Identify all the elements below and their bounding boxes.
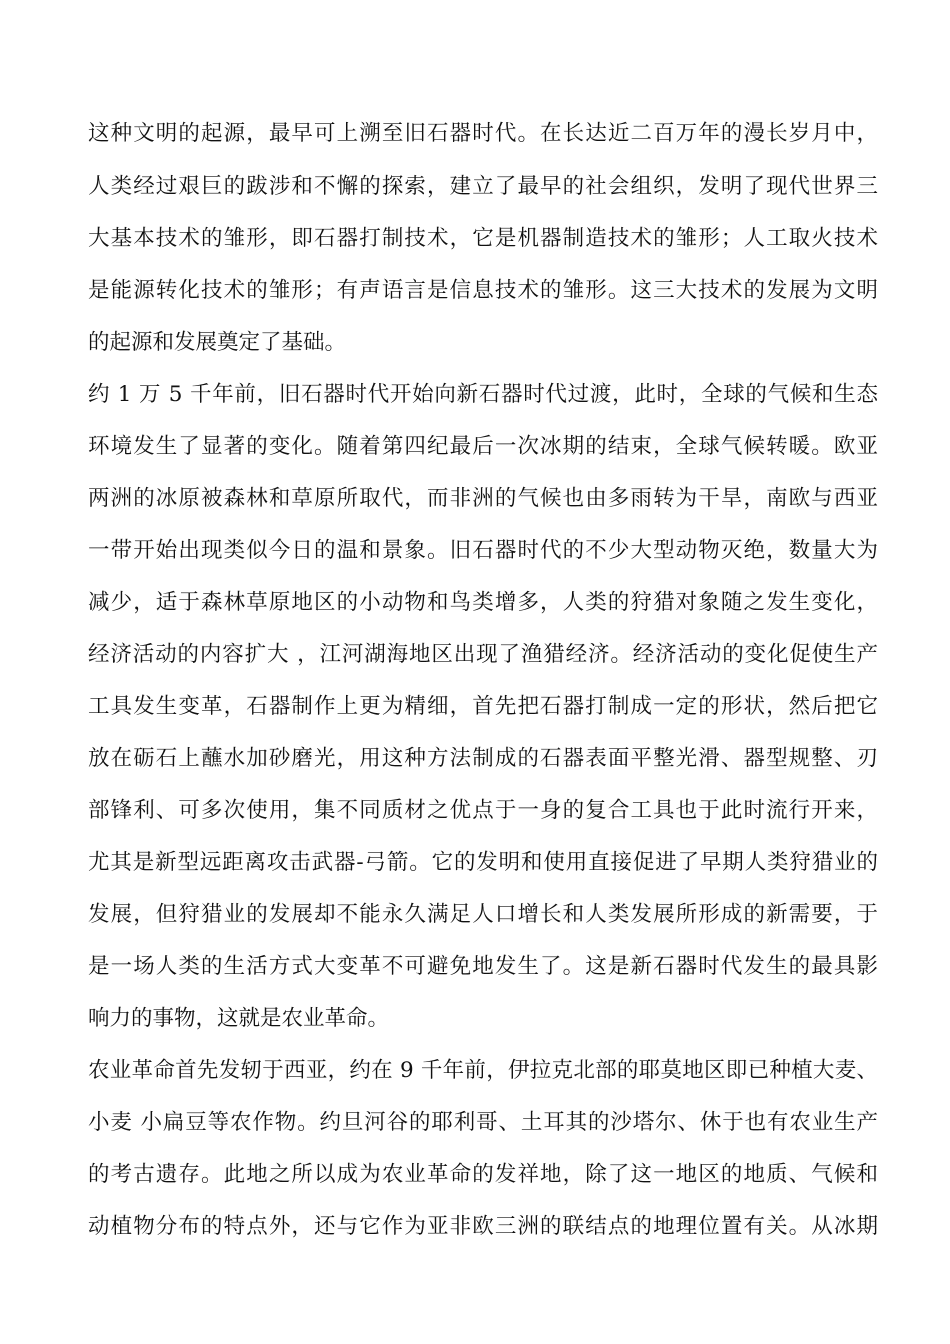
text-line: 这种文明的起源，最早可上溯至旧石器时代。在长达近二百万年的漫长岁月中， xyxy=(88,121,878,146)
text-line: 人类经过艰巨的跋涉和不懈的探索，建立了最早的社会组织，发明了现代世界三 xyxy=(88,174,878,199)
text-line: 一带开始出现类似今日的温和景象。旧石器时代的不少大型动物灭绝，数量大为 xyxy=(88,538,878,563)
text-line: 减少，适于森林草原地区的小动物和鸟类增多，人类的狩猎对象随之发生变化， xyxy=(88,590,878,615)
text-line: 的起源和发展奠定了基础。 xyxy=(88,330,347,355)
text-line: 环境发生了显著的变化。随着第四纪最后一次冰期的结束，全球气候转暖。欧亚 xyxy=(88,434,878,459)
text-line: 发展，但狩猎业的发展却不能永久满足人口增长和人类发展所形成的新需要，于 xyxy=(88,902,878,927)
text-line: 农业革命首先发轫于西亚，约在 9 千年前，伊拉克北部的耶莫地区即已种植大麦、 xyxy=(88,1058,878,1083)
text-line: 尤其是新型远距离攻击武器-弓箭。它的发明和使用直接促进了早期人类狩猎业的 xyxy=(88,850,878,875)
text-line: 经济活动的内容扩大 ，江河湖海地区出现了渔猎经济。经济活动的变化促使生产 xyxy=(88,642,878,667)
text-line: 响力的事物，这就是农业革命。 xyxy=(88,1006,390,1031)
text-line: 两洲的冰原被森林和草原所取代，而非洲的气候也由多雨转为干旱，南欧与西亚 xyxy=(88,486,878,511)
text-line: 是一场人类的生活方式大变革不可避免地发生了。这是新石器时代发生的最具影 xyxy=(88,954,878,979)
text-line: 大基本技术的雏形，即石器打制技术，它是机器制造技术的雏形；人工取火技术 xyxy=(88,226,878,251)
text-line: 部锋利、可多次使用，集不同质材之优点于一身的复合工具也于此时流行开来， xyxy=(88,798,878,823)
text-line: 是能源转化技术的雏形；有声语言是信息技术的雏形。这三大技术的发展为文明 xyxy=(88,278,878,303)
text-line: 工具发生变革，石器制作上更为精细，首先把石器打制成一定的形状，然后把它 xyxy=(88,694,878,719)
text-line: 动植物分布的特点外，还与它作为亚非欧三洲的联结点的地理位置有关。从冰期 xyxy=(88,1214,878,1239)
text-line: 放在砺石上蘸水加砂磨光，用这种方法制成的石器表面平整光滑、器型规整、刃 xyxy=(88,746,878,771)
text-line: 约 1 万 5 千年前，旧石器时代开始向新石器时代过渡，此时，全球的气候和生态 xyxy=(88,382,878,407)
text-line: 小麦 小扁豆等农作物。约旦河谷的耶利哥、土耳其的沙塔尔、休于也有农业生产 xyxy=(88,1110,878,1135)
text-line: 的考古遗存。此地之所以成为农业革命的发祥地，除了这一地区的地质、气候和 xyxy=(88,1162,878,1187)
